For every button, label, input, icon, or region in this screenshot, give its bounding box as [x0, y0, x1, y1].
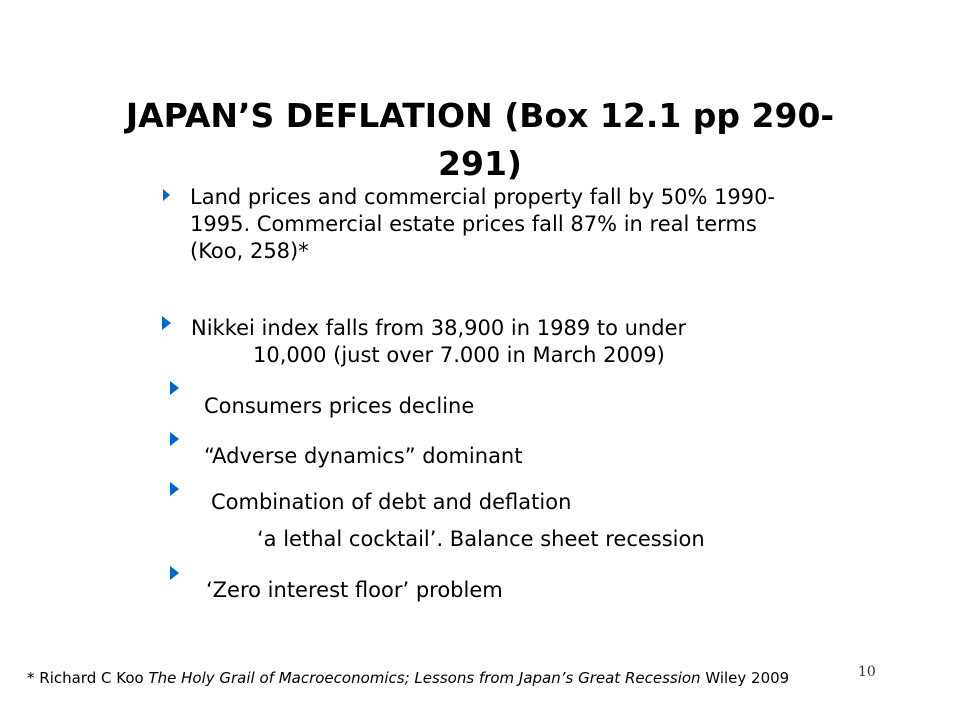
bullet-line: Consumers prices decline — [204, 394, 475, 418]
page-number: 10 — [858, 664, 876, 680]
bullet-line: “Adverse dynamics” dominant — [204, 444, 523, 468]
slide-title: JAPAN’S DEFLATION (Box 12.1 pp 290-291) — [125, 96, 835, 183]
triangle-bullet-icon — [170, 381, 179, 395]
bullet-line: Land prices and commercial property fall by 50% 1990- — [190, 185, 776, 209]
bullet-line: 1995. Commercial estate prices fall 87% in real terms — [190, 212, 757, 236]
triangle-bullet-icon — [170, 566, 179, 580]
bullet-line: (Koo, 258)* — [190, 239, 309, 263]
footnote-book-title: The Holy Grail of Macroeconomics; Lessons from Japan’s Great Recession — [148, 669, 701, 687]
triangle-bullet-icon — [170, 432, 179, 446]
footnote — [27, 669, 789, 687]
footnote-suffix: Wiley 2009 — [700, 669, 790, 687]
bullet-line: 10,000 (just over 7.000 in March 2009) — [253, 343, 665, 367]
triangle-bullet-icon — [170, 482, 179, 496]
footnote-prefix: * Richard C Koo — [27, 669, 149, 687]
bullet-line: Combination of debt and deflation — [211, 490, 572, 514]
bullet-line: ‘Zero interest floor’ problem — [206, 578, 503, 602]
triangle-bullet-icon — [162, 316, 171, 330]
triangle-bullet-icon — [163, 189, 170, 201]
bullet-line: ‘a lethal cocktail’. Balance sheet recession — [257, 527, 705, 551]
bullet-line: Nikkei index falls from 38,900 in 1989 to under — [191, 316, 687, 340]
